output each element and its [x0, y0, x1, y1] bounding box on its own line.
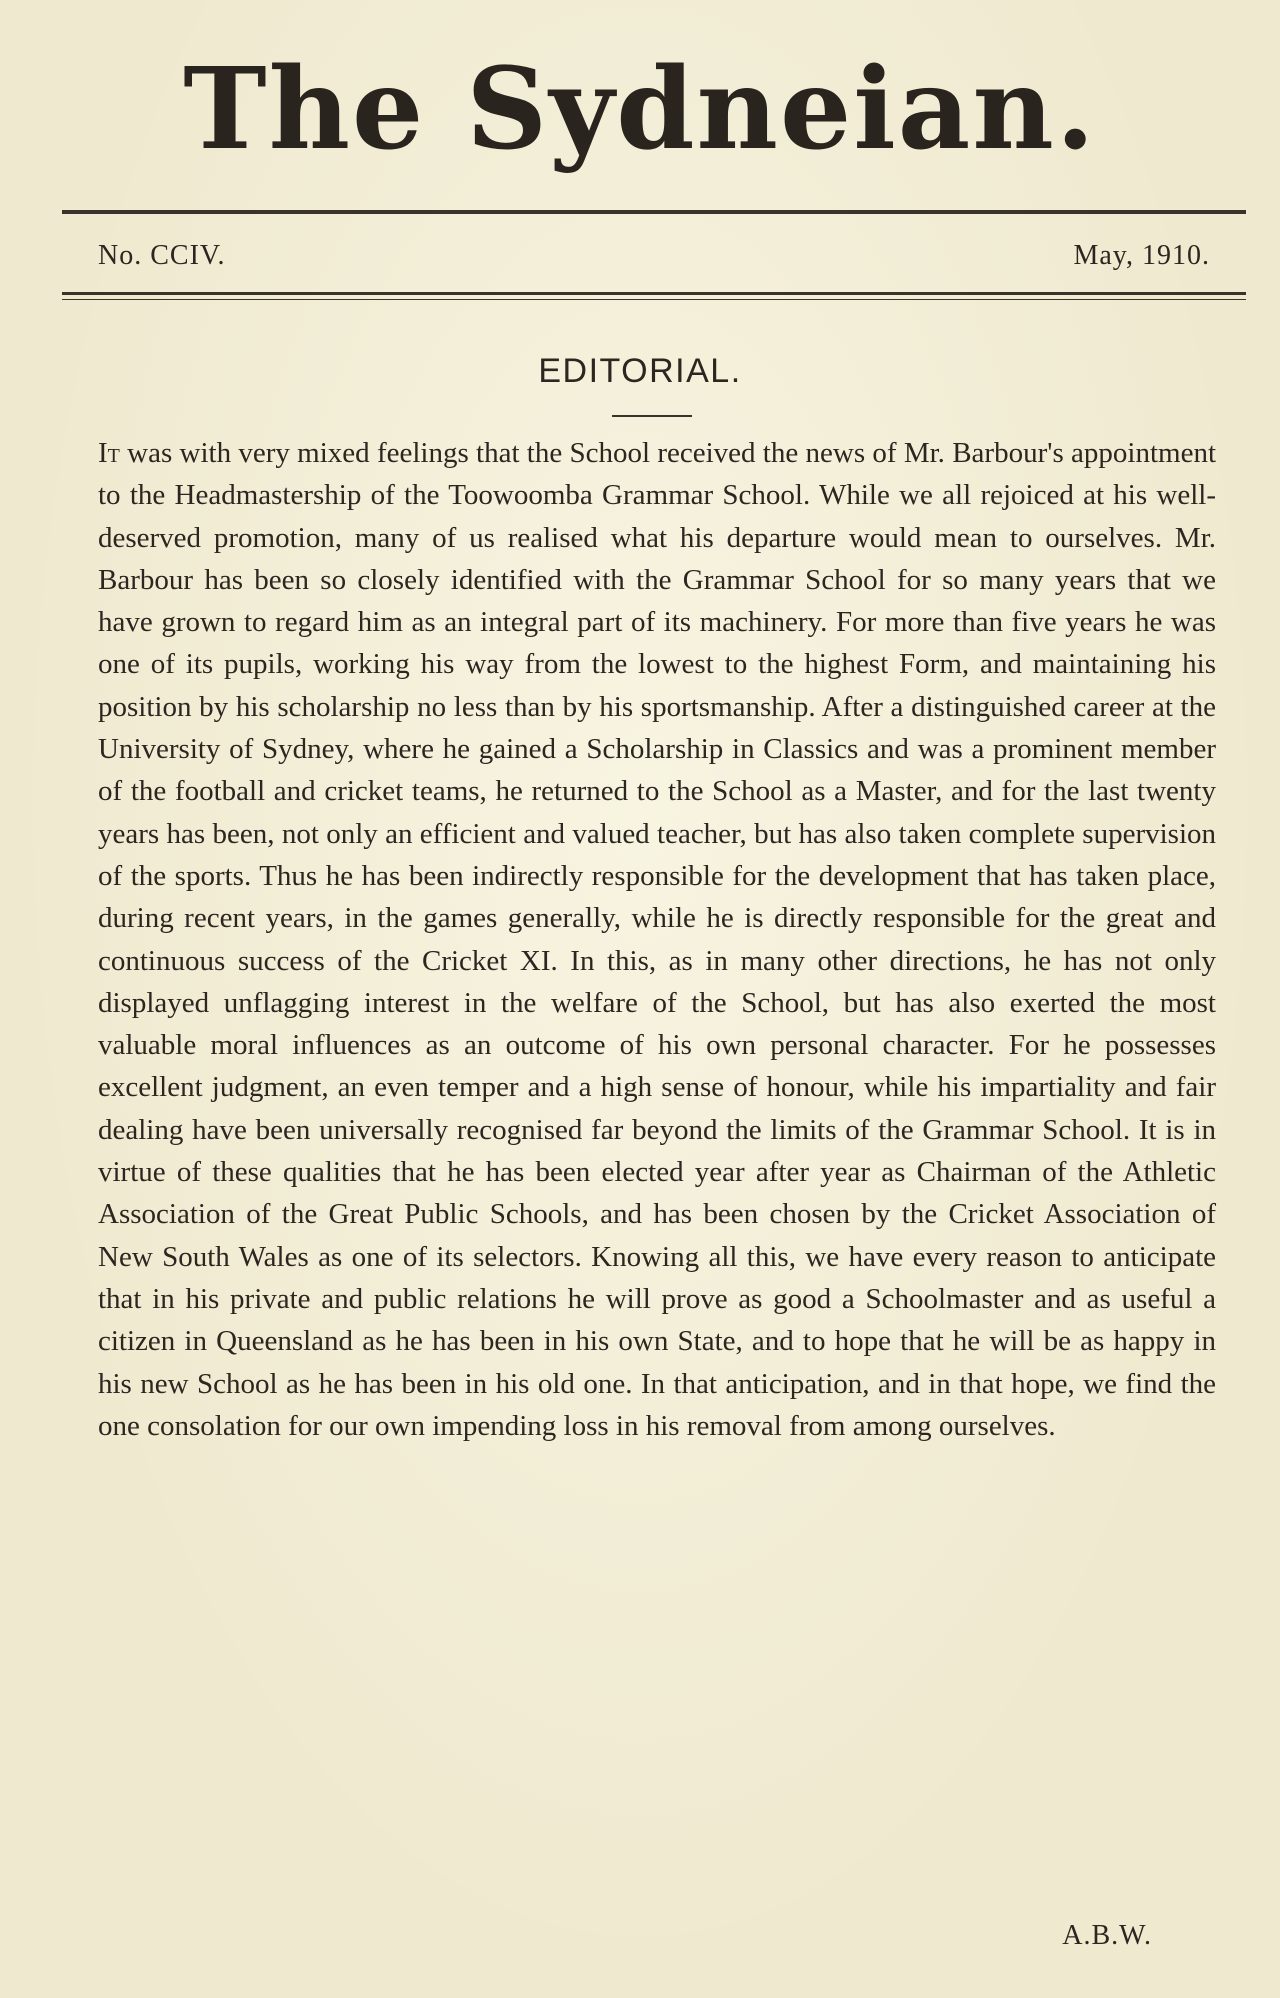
- title-divider: [612, 415, 692, 417]
- author-signature: A.B.W.: [1062, 1920, 1152, 1951]
- issue-date: May, 1910.: [1073, 240, 1210, 271]
- header-rule-bottom: [62, 292, 1246, 300]
- masthead-title: The Sydneian.: [183, 44, 1097, 175]
- editorial-body: [98, 432, 1216, 1447]
- opening-word: It: [98, 437, 120, 469]
- rule-line: [62, 292, 1246, 295]
- issue-number: No. CCIV.: [98, 240, 226, 271]
- editorial-text: was with very mixed feelings that the School received the news of Mr. Barbour's appointment to the Headmastership of the Toowoomba Grammar School. While we all rejoiced at his well-deserved promotion, many of us realised what his departure would mean to ourselves. Mr. Barbour has been so closely identified with the Grammar School for so many years that we have grown to regard him as an integral part of its machinery. For more than five years he was one of its pupils, working his way from the lowest to the highest Form, and maintaining his position by his scholarship no less than by his sportsmanship. After a distinguished career at the University of Sydney, where he gained a Scholarship in Classics and was a prominent member of the football and cricket teams, he returned to the School as a Master, and for the last twenty years has been, not only an efficient and valued teacher, but has also taken complete supervision of the sports. Thus he has been indirectly responsible for the development that has taken place, during recent years, in the games generally, while he is directly responsible for the great and continuous success of the Cricket XI. In this, as in many other directions, he has not only displayed unflagging interest in the welfare of the School, but has also exerted the most valuable moral influences as an outcome of his own personal character. For he possesses excellent judgment, an even temper and a high sense of honour, while his impartiality and fair dealing have been universally recognised far beyond the limits of the Grammar School. It is in virtue of these qualities that he has been elected year after year as Chairman of the Athletic Association of the Great Public Schools, and has been chosen by the Cricket Association of New South Wales as one of its selectors. Knowing all this, we have every reason to anticipate that in his private and public relations he will prove as good a Schoolmaster and as useful a citizen in Queensland as he has been in his own State, and to hope that he will be as happy in his new School as he has been in his old one. In that anticipation, and in that hope, we find the one consolation for our own impending loss in his removal from among ourselves.: [98, 437, 1216, 1442]
- issue-line: [98, 240, 1210, 280]
- rule-line: [62, 211, 1246, 214]
- header-rule-top: [62, 206, 1246, 214]
- rule-line: [62, 299, 1246, 300]
- section-title: EDITORIAL.: [538, 352, 742, 390]
